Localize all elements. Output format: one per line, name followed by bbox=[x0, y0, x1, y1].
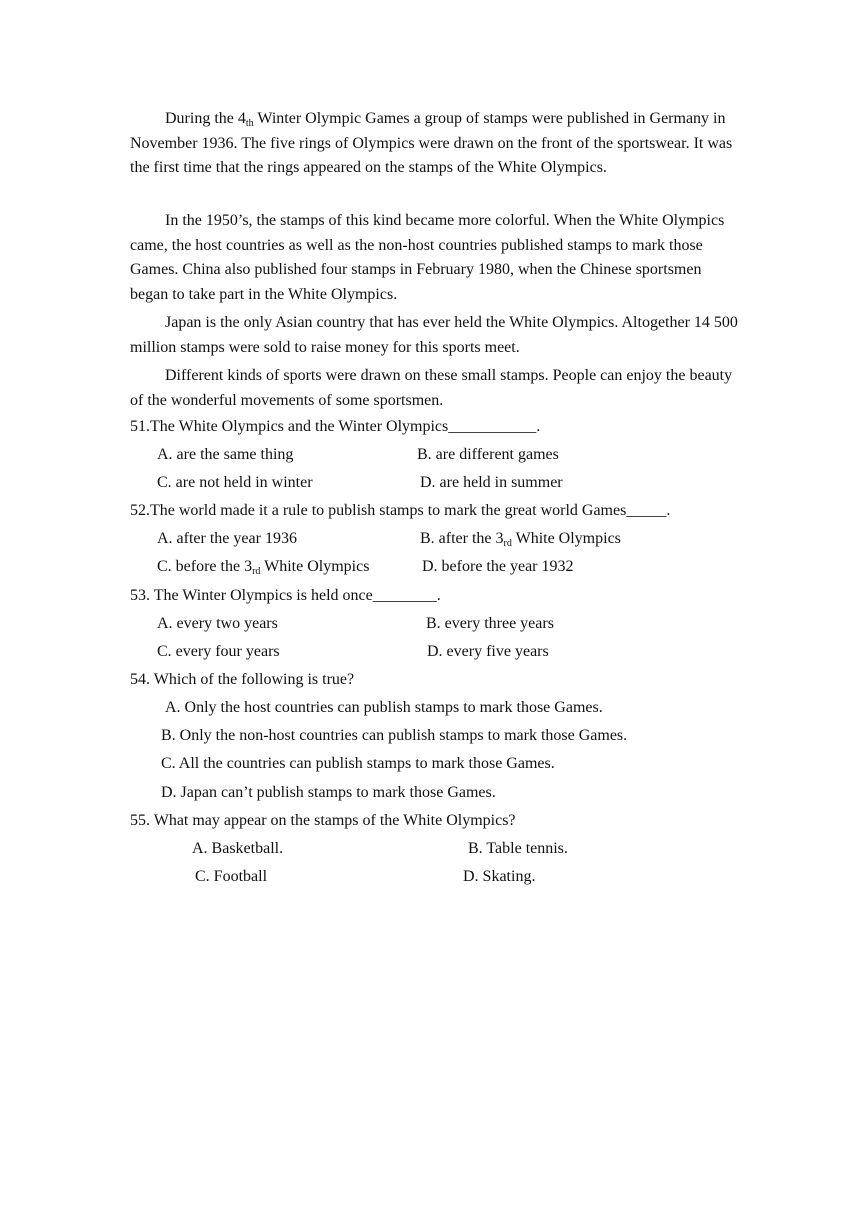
passage-paragraph-3: Japan is the only Asian country that has ever held the White Olympics. Altogether 14 500 million stamps were sold to raise money for this sports meet. bbox=[130, 314, 738, 356]
q52-c-text-post: White Olympics bbox=[260, 558, 370, 575]
question-54-option-a: A. Only the host countries can publish stamps to mark those Games. bbox=[165, 699, 603, 716]
q52-c-ordinal-suffix: rd bbox=[252, 566, 261, 577]
question-52-option-c bbox=[157, 557, 369, 577]
question-52-option-b bbox=[420, 529, 621, 549]
question-51-option-c: C. are not held in winter bbox=[157, 474, 313, 491]
question-51-option-b: B. are different games bbox=[417, 446, 559, 463]
passage-paragraph-2: In the 1950’s, the stamps of this kind became more colorful. When the White Olympics came, the host countries as well as the non-host countries published stamps to mark those Games. China also published four stamps in February 1980, when the Chinese sportsmen began to take part in the White Olympics. bbox=[130, 212, 725, 304]
question-55-option-b: B. Table tennis. bbox=[468, 840, 568, 857]
question-51-option-d: D. are held in summer bbox=[420, 474, 563, 491]
question-54-option-d: D. Japan can’t publish stamps to mark those Games. bbox=[161, 784, 496, 801]
passage-paragraph-4: Different kinds of sports were drawn on these small stamps. People can enjoy the beauty of the wonderful movements of some sportsmen. bbox=[130, 367, 733, 409]
question-54-stem: 54. Which of the following is true? bbox=[130, 671, 355, 688]
question-51-stem: 51.The White Olympics and the Winter Olympics___________. bbox=[130, 418, 541, 435]
p1-ordinal-suffix: th bbox=[245, 118, 254, 129]
p1-text-a: During the 4 bbox=[165, 110, 246, 127]
q52-b-text-pre: B. after the 3 bbox=[420, 530, 504, 547]
question-53-option-a: A. every two years bbox=[157, 615, 278, 632]
q52-b-ordinal-suffix: rd bbox=[503, 538, 512, 549]
question-55-option-d: D. Skating. bbox=[463, 868, 536, 885]
q52-b-text-post: White Olympics bbox=[511, 530, 621, 547]
passage-paragraph-1 bbox=[130, 107, 740, 181]
question-55-option-a: A. Basketball. bbox=[192, 840, 284, 857]
question-53-stem: 53. The Winter Olympics is held once________. bbox=[130, 587, 441, 604]
question-52-option-d: D. before the year 1932 bbox=[422, 558, 574, 575]
question-53-option-b: B. every three years bbox=[426, 615, 554, 632]
question-52-option-a: A. after the year 1936 bbox=[157, 530, 297, 547]
q52-c-text-pre: C. before the 3 bbox=[157, 558, 253, 575]
question-54-option-c: C. All the countries can publish stamps to mark those Games. bbox=[161, 755, 555, 772]
question-53-option-d: D. every five years bbox=[427, 643, 549, 660]
question-55-option-c: C. Football bbox=[195, 868, 268, 885]
p1-text-b: Winter Olympic Games a group of stamps were published in Germany in November 1936. The five rings of Olympics were drawn on the front of the sportswear. It was the first time that the rings appeared on the stamps of the White Olympics. bbox=[130, 110, 733, 177]
question-53-option-c: C. every four years bbox=[157, 643, 280, 660]
question-54-option-b: B. Only the non-host countries can publish stamps to mark those Games. bbox=[161, 727, 628, 744]
question-52-stem: 52.The world made it a rule to publish stamps to mark the great world Games_____. bbox=[130, 502, 671, 519]
question-51-option-a: A. are the same thing bbox=[157, 446, 294, 463]
question-55-stem: 55. What may appear on the stamps of the White Olympics? bbox=[130, 812, 516, 829]
